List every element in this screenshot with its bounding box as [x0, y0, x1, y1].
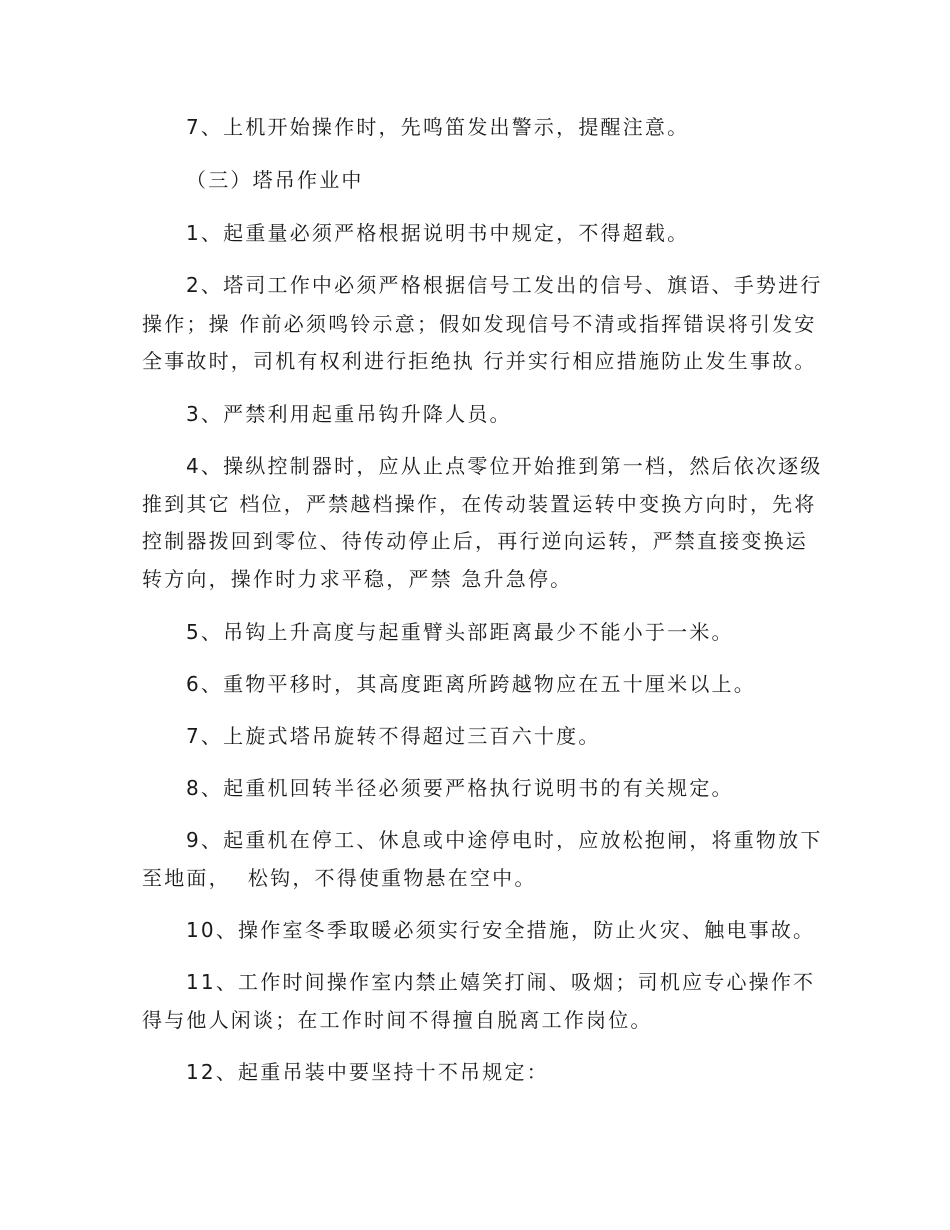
paragraph-line: 5、吊钩上升高度与起重臂头部距离最少不能小于一米。 — [186, 620, 734, 644]
paragraph-line: 4、操纵控制器时，应从止点零位开始推到第一档，然后依次逐级 — [186, 454, 823, 478]
paragraph-line: 得与他人闲谈；在工作时间不得擅自脱离工作岗位。 — [142, 1008, 653, 1032]
paragraph-line: 11、工作时间操作室内禁止嬉笑打闹、吸烟；司机应专心操作不 — [186, 970, 816, 994]
paragraph-line: 7、上机开始操作时，先鸣笛发出警示，提醒注意。 — [186, 115, 690, 139]
paragraph-line: 推到其它 档位，严禁越档操作，在传动装置运转中变换方向时，先将 — [142, 492, 817, 516]
paragraph-line: 3、严禁利用起重吊钩升降人员。 — [186, 402, 512, 426]
paragraph-line: 全事故时，司机有权利进行拒绝执 行并实行相应措施防止发生事故。 — [142, 349, 817, 373]
paragraph-line: 7、上旋式塔吊旋转不得超过三百六十度。 — [186, 724, 601, 748]
section-heading: （三）塔吊作业中 — [186, 168, 364, 192]
paragraph-line: 转方向，操作时力求平稳，严禁 急升急停。 — [142, 567, 573, 591]
paragraph-line: 6、重物平移时，其高度距离所跨越物应在五十厘米以上。 — [186, 672, 756, 696]
paragraph-line: 操作；操 作前必须鸣铃示意；假如发现信号不清或指挥错误将引发安 — [142, 312, 817, 336]
paragraph-line: 2、塔司工作中必须严格根据信号工发出的信号、旗语、手势进行 — [186, 273, 823, 297]
paragraph-line: 10、操作室冬季取暖必须实行安全措施，防止火灾、触电事故。 — [186, 918, 816, 942]
paragraph-line: 1、起重量必须严格根据说明书中规定，不得超载。 — [186, 221, 690, 245]
paragraph-line: 至地面， 松钩，不得使重物悬在空中。 — [142, 866, 537, 890]
paragraph-line: 12、起重吊装中要坚持十不吊规定： — [186, 1060, 549, 1084]
paragraph-line: 8、起重机回转半径必须要严格执行说明书的有关规定。 — [186, 776, 734, 800]
paragraph-line: 控制器拨回到零位、待传动停止后，再行逆向运转，严禁直接变换运 — [142, 529, 808, 553]
paragraph-line: 9、起重机在停工、休息或中途停电时，应放松抱闸，将重物放下 — [186, 828, 823, 852]
